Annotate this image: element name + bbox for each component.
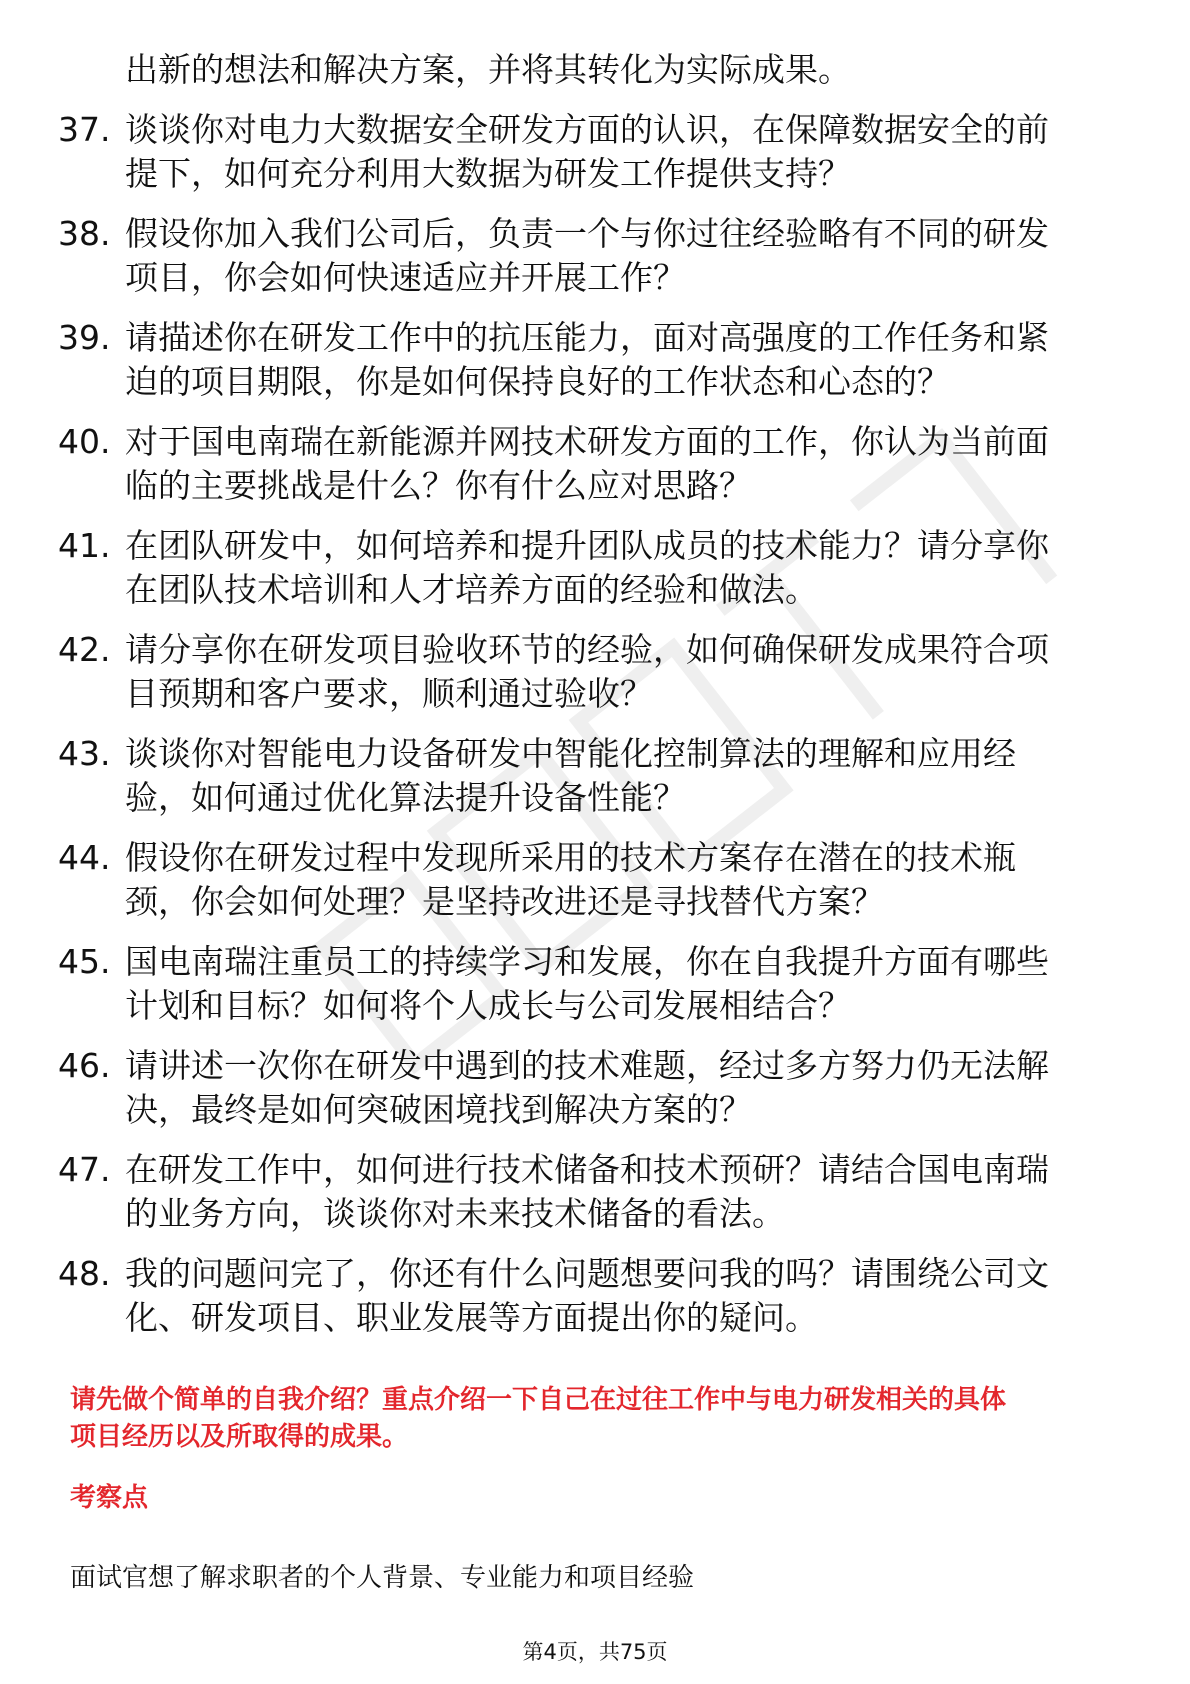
question-number: 44. [58,838,111,877]
page-footer: 第4页，共75页 [522,1640,668,1664]
question-item [58,524,1118,612]
question-text-line: 验，如何通过优化算法提升设备性能？ [125,778,686,817]
question-number: 47. [58,1150,111,1189]
question-text-line: 假设你加入我们公司后，负责一个与你过往经验略有不同的研发 [125,214,1049,253]
question-text [125,940,1115,1028]
question-text [125,212,1115,300]
question-text [125,524,1115,612]
question-text-line: 临的主要挑战是什么？你有什么应对思路？ [125,466,752,505]
question-item [58,108,1118,196]
question-text [125,108,1115,196]
question-item [58,836,1118,924]
answer-text: 面试官想了解求职者的个人背景、专业能力和项目经验 [70,1563,695,1593]
question-text [125,420,1115,508]
question-text-line: 计划和目标？如何将个人成长与公司发展相结合？ [125,986,851,1025]
question-text-line: 决，最终是如何突破困境找到解决方案的？ [125,1090,752,1129]
question-text-line: 请描述你在研发工作中的抗压能力，面对高强度的工作任务和紧 [125,318,1049,357]
question-text-line: 目预期和客户要求，顺利通过验收？ [125,674,653,713]
question-list [58,48,1118,1356]
question-text [125,628,1115,716]
question-item [58,1044,1118,1132]
highlighted-question-line: 项目经历以及所取得的成果。 [70,1422,409,1452]
section-heading: 考察点 [70,1483,149,1513]
question-text-line: 国电南瑞注重员工的持续学习和发展，你在自我提升方面有哪些 [125,942,1049,981]
question-text-line: 我的问题问完了，你还有什么问题想要问我的吗？请围绕公司文 [125,1254,1049,1293]
question-text-line: 在团队技术培训和人才培养方面的经验和做法。 [125,570,818,609]
question-number: 37. [58,110,111,149]
question-item [58,212,1118,300]
question-number: 40. [58,422,111,461]
question-text [125,1252,1115,1340]
question-text-line: 假设你在研发过程中发现所采用的技术方案存在潜在的技术瓶 [125,838,1016,877]
question-item [58,420,1118,508]
question-text [125,1044,1115,1132]
question-text-line: 颈，你会如何处理？是坚持改进还是寻找替代方案？ [125,882,884,921]
highlighted-question [70,1382,1130,1456]
questions-container [58,108,1118,1340]
question-text-line: 谈谈你对电力大数据安全研发方面的认识，在保障数据安全的前 [125,110,1049,149]
question-item [58,940,1118,1028]
question-text [125,836,1115,924]
question-text-line: 请讲述一次你在研发中遇到的技术难题，经过多方努力仍无法解 [125,1046,1049,1085]
question-number: 42. [58,630,111,669]
question-number: 46. [58,1046,111,1085]
question-text-line: 请分享你在研发项目验收环节的经验，如何确保研发成果符合项 [125,630,1049,669]
question-text [125,1148,1115,1236]
question-number: 48. [58,1254,111,1293]
question-text-line: 谈谈你对智能电力设备研发中智能化控制算法的理解和应用经 [125,734,1016,773]
question-item [58,1252,1118,1340]
question-number: 43. [58,734,111,773]
question-text-line: 化、研发项目、职业发展等方面提出你的疑问。 [125,1298,818,1337]
question-text-line: 在团队研发中，如何培养和提升团队成员的技术能力？请分享你 [125,526,1049,565]
question-text [125,316,1115,404]
question-text-line: 提下，如何充分利用大数据为研发工作提供支持？ [125,154,851,193]
question-item [58,732,1118,820]
question-text-line: 迫的项目期限，你是如何保持良好的工作状态和心态的？ [125,362,950,401]
question-number: 38. [58,214,111,253]
previous-question-continuation: 出新的想法和解决方案，并将其转化为实际成果。 [125,50,851,89]
question-item [58,316,1118,404]
question-text [125,732,1115,820]
question-text-line: 的业务方向，谈谈你对未来技术储备的看法。 [125,1194,785,1233]
question-text-line: 在研发工作中，如何进行技术储备和技术预研？请结合国电南瑞 [125,1150,1049,1189]
question-item [58,628,1118,716]
question-text-line: 对于国电南瑞在新能源并网技术研发方面的工作，你认为当前面 [125,422,1049,461]
question-number: 41. [58,526,111,565]
question-number: 45. [58,942,111,981]
question-text-line: 项目，你会如何快速适应并开展工作？ [125,258,686,297]
highlighted-question-line: 请先做个简单的自我介绍？重点介绍一下自己在过往工作中与电力研发相关的具体 [70,1385,1007,1415]
question-number: 39. [58,318,111,357]
question-item [58,1148,1118,1236]
